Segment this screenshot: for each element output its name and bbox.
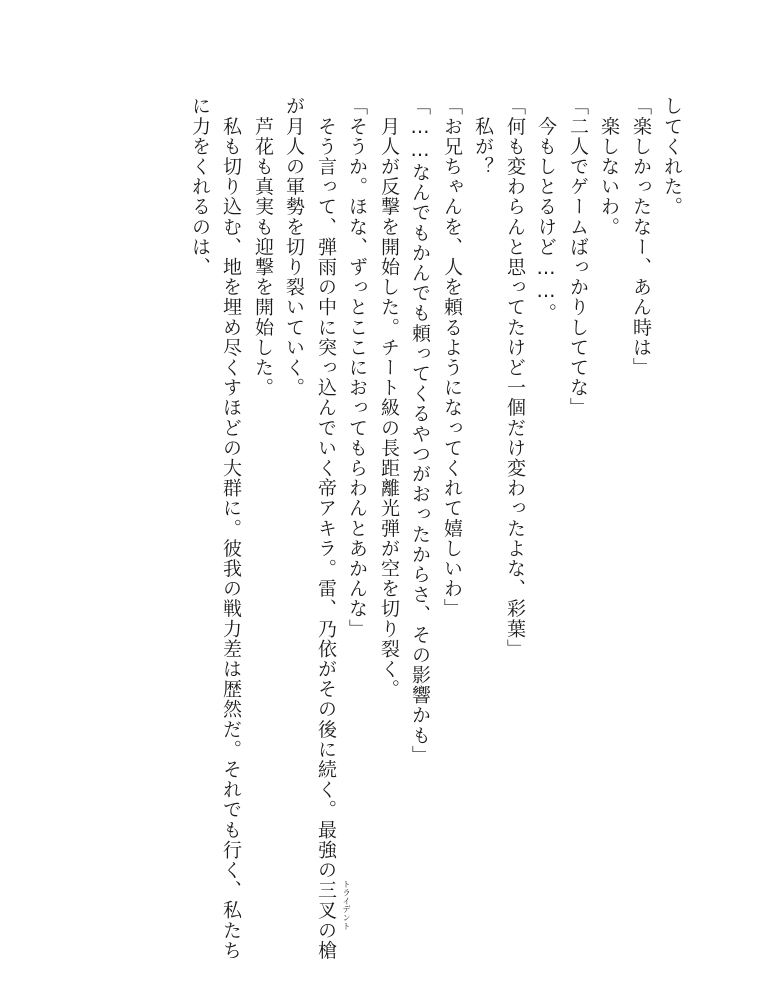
text-line-12-body: そう言って、弾雨の中に突っ込んでいく帝アキラ。雷、乃依がその後に続く。最強の <box>315 96 337 880</box>
text-line-4: 「二人でゲームばっかりしててな」 <box>567 96 589 418</box>
text-line-13: が月人の軍勢を切り裂いていく。 <box>283 96 305 398</box>
ruby-word-trident <box>315 879 351 961</box>
ruby-reading: トライデント <box>342 879 351 931</box>
text-line-2: 「楽しかったなー、あん時は」 <box>630 96 652 378</box>
text-line-16: に力をくれるのは、 <box>189 96 211 277</box>
text-line-9: 「……なんでもかんでも頼ってくるやつがおったからさ、その影響かも」 <box>409 96 431 766</box>
text-line-6: 「何も変わらんと思ってたけど一個だけ変わったよな、彩葉」 <box>504 96 526 659</box>
text-line-12 <box>311 96 351 961</box>
text-line-15: 私も切り込む、地を埋め尽くすほどの大群に。彼我の戦力差は歴然だ。それでも行く、私たち <box>220 96 242 961</box>
text-line-14: 芦花も真実も迎撃を開始した。 <box>252 96 274 398</box>
ruby-base-text: 三叉の槍 <box>315 879 337 961</box>
text-line-7: 私が？ <box>472 96 494 177</box>
text-line-1: してくれた。 <box>661 96 683 217</box>
text-line-3: 楽しないわ。 <box>598 96 620 237</box>
text-line-5: 今もしとるけど……。 <box>535 96 557 324</box>
text-line-11: 「そうか。ほな、ずっとここにおってもらわんとあかんな」 <box>346 96 368 639</box>
text-line-10: 月人が反撃を開始した。チート級の長距離光弾が空を切り裂く。 <box>378 96 400 699</box>
text-line-8: 「お兄ちゃんを、人を頼るようになってくれて嬉しいわ」 <box>441 96 463 619</box>
